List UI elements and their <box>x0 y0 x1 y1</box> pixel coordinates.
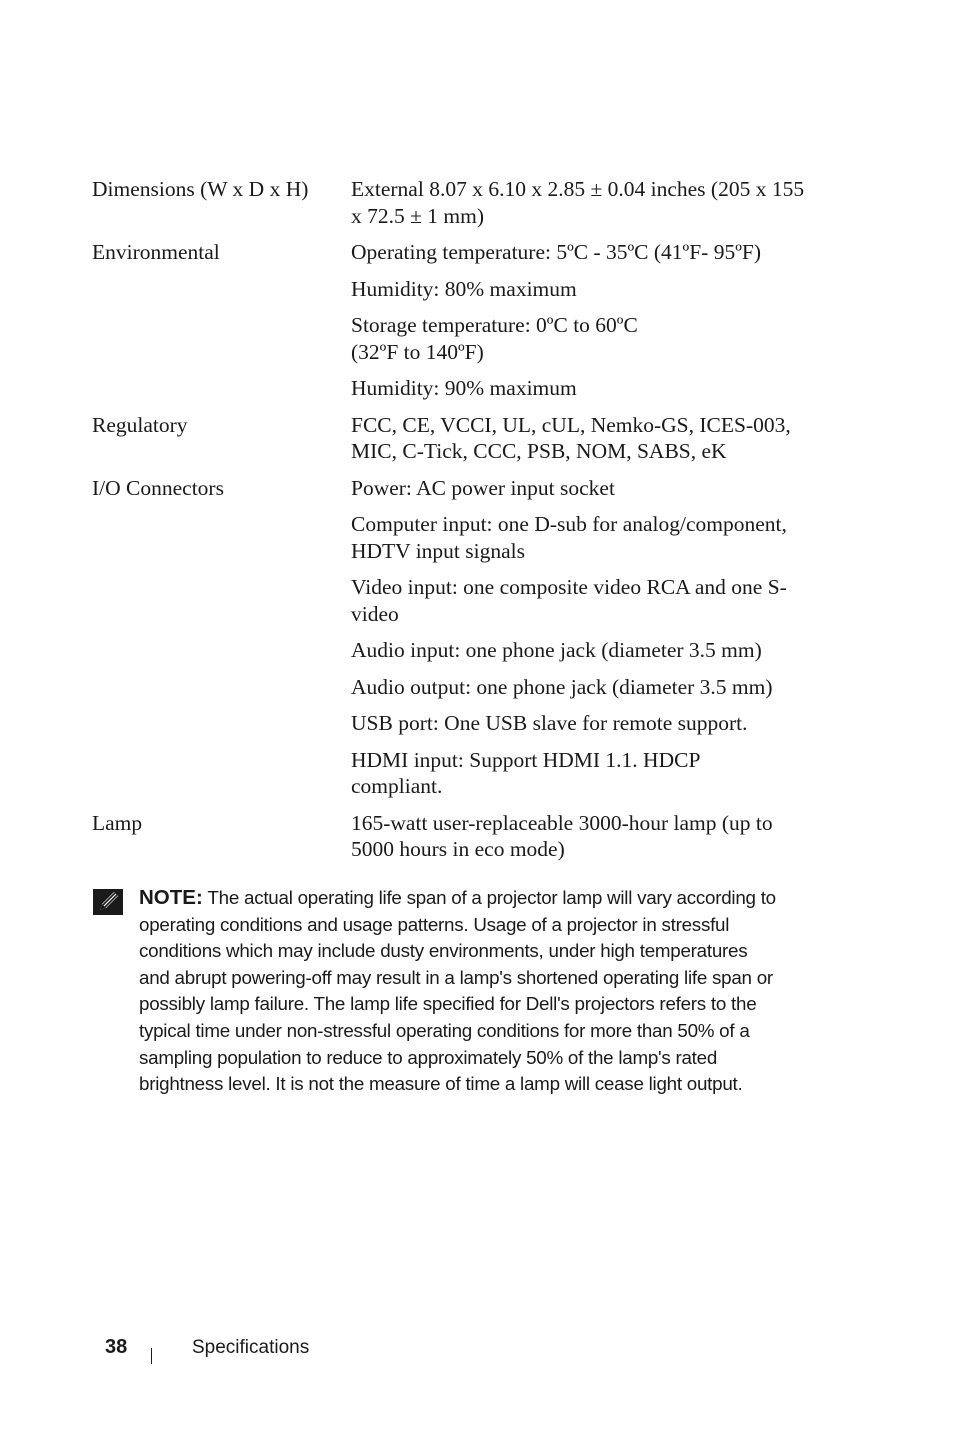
note-label: NOTE: <box>139 886 203 909</box>
note-line: conditions which may include dusty environments, under high temperatures <box>139 940 748 962</box>
spec-row <box>92 412 832 465</box>
spec-value <box>351 710 832 737</box>
specifications-table <box>92 176 832 873</box>
spec-value <box>351 276 832 303</box>
section-name: Specifications <box>192 1337 310 1358</box>
footer-divider <box>151 1348 152 1364</box>
note-line: operating conditions and usage patterns. Usage of a projector in stressful <box>139 913 730 935</box>
page-number: 38 <box>105 1336 128 1358</box>
spec-value <box>351 574 832 627</box>
note-line: and abrupt powering-off may result in a lamp's shortened operating life span or <box>139 966 773 988</box>
spec-value <box>351 475 832 502</box>
spec-value-line: (32ºF to 140ºF) <box>351 339 484 364</box>
spec-row <box>92 239 832 402</box>
spec-value-line: MIC, C-Tick, CCC, PSB, NOM, SABS, eK <box>351 439 727 463</box>
note-block <box>92 885 832 1098</box>
spec-values <box>351 810 832 863</box>
spec-value-line: HDMI input: Support HDMI 1.1. HDCP <box>351 747 701 772</box>
spec-label: Regulatory <box>92 412 188 437</box>
spec-value-line: Audio output: one phone jack (diameter 3.5 mm) <box>351 674 773 699</box>
note-line: brightness level. It is not the measure of time a lamp will cease light output. <box>139 1073 743 1095</box>
spec-value-line: Humidity: 90% maximum <box>351 376 577 400</box>
spec-value <box>351 412 832 465</box>
spec-value-line: Computer input: one D-sub for analog/component, <box>351 512 787 536</box>
spec-values <box>351 176 832 229</box>
spec-value-line: USB port: One USB slave for remote support. <box>351 711 748 735</box>
note-line: The actual operating life span of a projector lamp will vary according to <box>207 887 776 908</box>
spec-value <box>351 810 832 863</box>
spec-value-line: video <box>351 601 399 626</box>
spec-value <box>351 674 832 701</box>
spec-label: Dimensions (W x D x H) <box>92 177 309 201</box>
spec-values <box>351 475 832 800</box>
spec-value-line: 5000 hours in eco mode) <box>351 837 565 861</box>
spec-values <box>351 239 832 402</box>
spec-value-line: Operating temperature: 5ºC - 35ºC (41ºF- 95ºF) <box>351 240 762 264</box>
spec-value-line: Video input: one composite video RCA and one S- <box>351 575 787 599</box>
spec-value <box>351 239 832 266</box>
spec-row <box>92 176 832 229</box>
spec-value-line: HDTV input signals <box>351 538 525 563</box>
spec-values <box>351 412 832 465</box>
pencil-note-icon <box>92 888 124 916</box>
spec-row <box>92 810 832 863</box>
note-line: typical time under non-stressful operating conditions for more than 50% of a <box>139 1019 750 1041</box>
spec-value <box>351 511 832 564</box>
note-text <box>139 885 832 1098</box>
spec-value <box>351 375 832 402</box>
spec-value-line: compliant. <box>351 774 443 798</box>
spec-label: I/O Connectors <box>92 475 224 500</box>
spec-value-line: 165-watt user-replaceable 3000-hour lamp (up to <box>351 810 773 835</box>
note-line: sampling population to reduce to approximately 50% of the lamp's rated <box>139 1046 718 1068</box>
spec-value-line: Humidity: 80% maximum <box>351 276 577 301</box>
spec-value-line: x 72.5 ± 1 mm) <box>351 203 485 228</box>
spec-value <box>351 312 832 365</box>
spec-value <box>351 637 832 664</box>
spec-value-line: FCC, CE, VCCI, UL, cUL, Nemko-GS, ICES-003, <box>351 412 791 437</box>
spec-value <box>351 176 832 229</box>
spec-value <box>351 747 832 800</box>
spec-value-line: Power: AC power input socket <box>351 475 615 500</box>
spec-value-line: Audio input: one phone jack (diameter 3.5 mm) <box>351 638 762 662</box>
spec-value-line: Storage temperature: 0ºC to 60ºC <box>351 313 638 337</box>
spec-row <box>92 475 832 800</box>
spec-label: Environmental <box>92 240 220 264</box>
note-line: possibly lamp failure. The lamp life specified for Dell's projectors refers to the <box>139 993 757 1015</box>
spec-value-line: External 8.07 x 6.10 x 2.85 ± 0.04 inches (205 x 155 <box>351 177 805 201</box>
spec-label: Lamp <box>92 810 143 835</box>
